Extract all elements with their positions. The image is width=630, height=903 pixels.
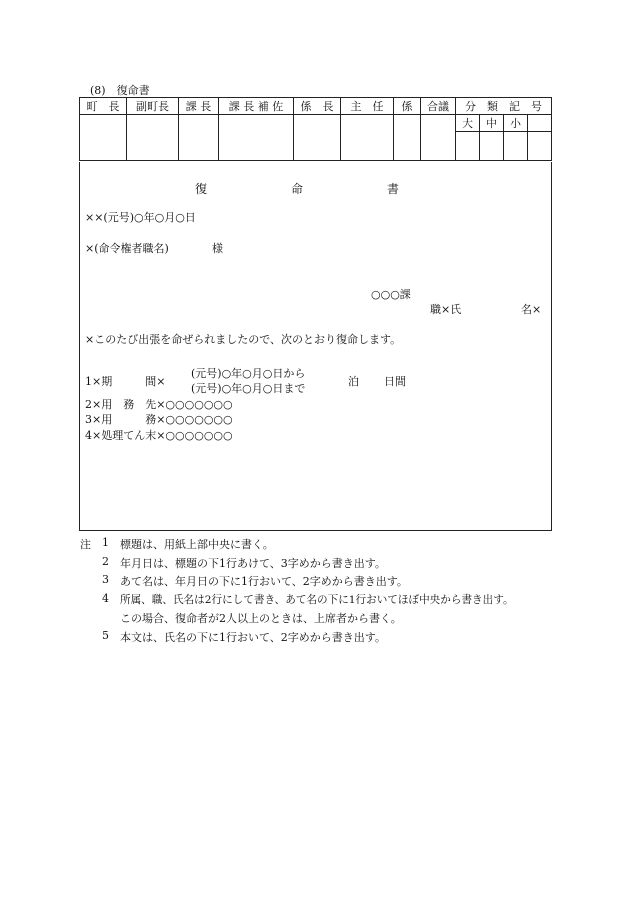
item-nights: 泊: [348, 375, 359, 388]
note-number: 1: [102, 536, 109, 549]
addressee: ×(命令権者職名): [85, 242, 169, 255]
class-medium: 中: [480, 115, 504, 132]
note-text: 本文は、氏名の下に1行おいて、2字めから書き出す。: [120, 631, 386, 644]
header-assistant-chief: 課 長 補 佐: [219, 98, 294, 115]
header-section-chief: 課 長: [179, 98, 219, 115]
stamp-cell: [394, 115, 421, 161]
document-title: 復 命 書: [194, 182, 435, 196]
approval-stamp-table: [79, 97, 552, 161]
stamp-cell: [421, 115, 456, 161]
class-cell: [504, 132, 528, 161]
stamp-cell: [179, 115, 219, 161]
header-mayor: 町 長: [80, 98, 127, 115]
item-days: 日間: [384, 375, 406, 388]
item-period-to: (元号)○年○月○日まで: [191, 382, 306, 395]
class-cell: [456, 132, 480, 161]
item-task: 3×用 務×○○○○○○○: [85, 413, 233, 426]
header-classification: 分 類 記 号: [456, 98, 552, 115]
stamp-cell: [80, 115, 127, 161]
class-cell: [480, 132, 504, 161]
stamp-cell: [127, 115, 179, 161]
note-text: あて名は、年月日の下に1行おいて、2字めから書き出す。: [120, 575, 408, 588]
department: ○○○課: [371, 288, 411, 301]
class-small: 小: [504, 115, 528, 132]
document-date: ××(元号)○年○月○日: [85, 211, 196, 224]
section-label: (8) 復命書: [90, 84, 150, 97]
note-number: 2: [102, 555, 109, 568]
name-line-2: 名×: [521, 303, 542, 316]
stamp-cell: [341, 115, 394, 161]
class-cell: [528, 132, 552, 161]
stamp-cell: [294, 115, 341, 161]
header-consultation: 合議: [421, 98, 456, 115]
note-text: 標題は、用紙上部中央に書く。: [120, 538, 274, 551]
header-unit-chief: 係 長: [294, 98, 341, 115]
addressee-suffix: 様: [212, 242, 223, 255]
note-text: 所属、職、氏名は2行にして書き、あて名の下に1行おいてほぼ中央から書き出す。: [120, 594, 514, 606]
class-extra: [528, 115, 552, 132]
header-staff: 係: [394, 98, 421, 115]
stamp-cell: [219, 115, 294, 161]
header-deputy-mayor: 副町長: [127, 98, 179, 115]
note-number: 5: [102, 629, 109, 642]
note-text: 年月日は、標題の下1行あけて、3字めから書き出す。: [120, 557, 386, 570]
item-destination: 2×用 務 先×○○○○○○○: [85, 398, 233, 411]
notes-prefix: 注: [80, 538, 91, 551]
note-number: 3: [102, 573, 109, 586]
item-period-from: (元号)○年○月○日から: [191, 367, 306, 380]
note-number: 4: [102, 592, 109, 605]
note-text: この場合、復命者が2人以上のときは、上席者から書く。: [120, 612, 402, 625]
item-result: 4×処理てん末×○○○○○○○: [85, 429, 233, 442]
header-supervisor: 主 任: [341, 98, 394, 115]
name-line-1: 職×氏: [430, 303, 462, 316]
item-period-label: 1×期 間×: [85, 375, 166, 388]
body-text: ×このたび出張を命ぜられましたので、次のとおり復命します。: [85, 333, 402, 346]
class-large: 大: [456, 115, 480, 132]
